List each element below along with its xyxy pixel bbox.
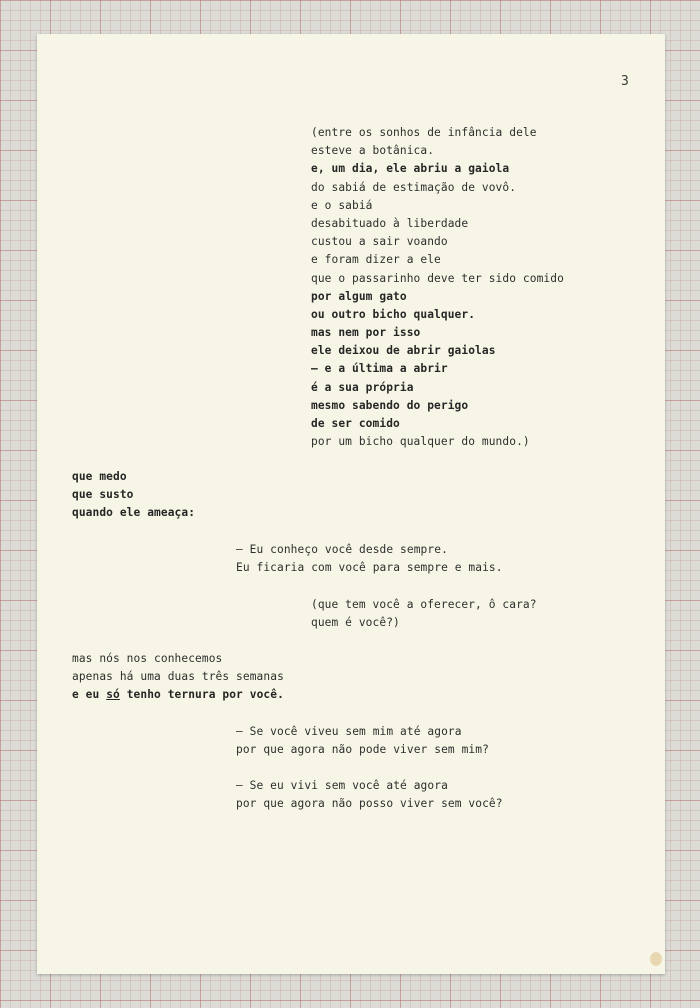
poem-line: quem é você?) (311, 616, 400, 630)
poem-line: quando ele ameaça: (72, 506, 196, 520)
poem-line: esteve a botânica. (311, 144, 435, 158)
poem-line: de ser comido (311, 417, 400, 430)
stanza-fear (72, 468, 195, 523)
poem-line: — e a última a abrir (311, 362, 448, 376)
poem-line: mas nós nos conhecemos (72, 652, 223, 665)
poem-line: mesmo sabendo do perigo (311, 398, 469, 412)
poem-line: que o passarinho deve ter sido comido (311, 271, 564, 285)
poem-line: por algum gato (311, 289, 407, 303)
stanza-lived-without-you (236, 777, 503, 813)
poem-line: é a sua própria (311, 380, 414, 394)
poem-line: — Se você viveu sem mim até agora (236, 725, 462, 738)
paper-stain (650, 952, 662, 966)
poem-line: ele deixou de abrir gaiolas (311, 344, 496, 358)
poem-line: desabituado à liberdade (311, 216, 469, 230)
poem-line: mas nem por isso (311, 326, 421, 340)
stanza-i-know-you (236, 541, 503, 577)
poem-line: — Se eu vivi sem você até agora (236, 779, 448, 792)
poem-line: (que tem você a oferecer, ô cara? (311, 598, 537, 611)
poem-line: por que agora não posso viver sem você? (236, 797, 503, 811)
stanza-botany (311, 124, 564, 451)
stanza-lived-without-me (236, 723, 489, 759)
poem-line: por que agora não pode viver sem mim? (236, 743, 489, 757)
poem-line: por um bicho qualquer do mundo.) (311, 435, 530, 449)
page-number: 3 (621, 74, 629, 89)
poem-line: Eu ficaria com você para sempre e mais. (236, 561, 503, 575)
poem-line: e foram dizer a ele (311, 253, 441, 267)
underlined-word: só (106, 688, 120, 702)
poem-line: que medo (72, 470, 127, 483)
poem-line: — Eu conheço você desde sempre. (236, 543, 448, 556)
poem-line: ou outro bicho qualquer. (311, 307, 476, 321)
poem-line: do sabiá de estimação de vovô. (311, 180, 517, 194)
text-before-underline: e eu (72, 688, 107, 702)
stanza-tenderness (72, 650, 284, 705)
poem-line (72, 686, 284, 704)
poem-line: apenas há uma duas três semanas (72, 670, 284, 684)
poem-line: custou a sair voando (311, 235, 448, 249)
stanza-who-are-you (311, 596, 537, 632)
text-after-underline: tenho ternura por você. (119, 688, 284, 702)
poem-line: (entre os sonhos de infância dele (311, 126, 537, 139)
poem-line: e, um dia, ele abriu a gaiola (311, 162, 510, 176)
poem-line: que susto (72, 488, 134, 502)
poem-line: e o sabiá (311, 198, 373, 212)
